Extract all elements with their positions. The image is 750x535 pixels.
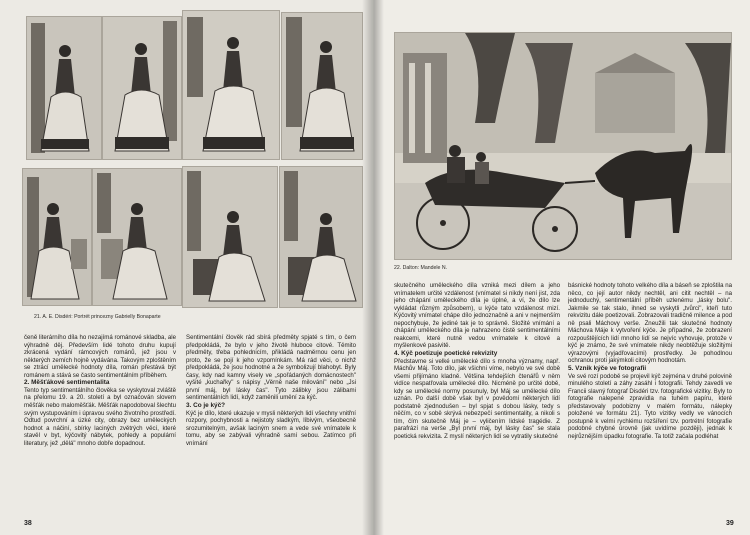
paragraph: Představme si velké umělecké dílo s mnoha významy, např. Máchův Máj. Toto dílo, jak všichni víme, nebylo ve své době všemi přijímáno kladně. Většina tehdejších čtenářů v něm vidíce nespatřovala umělecké dílo. Nicméně po určité době, kdy se umělecké normy posunuly, byl Máj se umělecké dílo uznán. Po další době však byl v povědomí některých lidí podstatně zjednodušen – byl spjat s dobou lásky, tedy s něčím, co v sobě skrývá nebezpečí sentimentality, a nikoli s tím, čím skutečně Máj je – vyličením lidské tragédie. Z parafrází na verše „Byl první máj, byl lásky čas" se stala poetická rekvizita. Z myslí některých lidí se vytratily skutečné (394, 357, 560, 440)
section-heading: 3. Co je kýč? (186, 401, 226, 409)
figure-caption-21: 21. A. E. Disdéri: Portrét princezny Gabrielly Bonaparte (34, 314, 161, 320)
right-page-column-2 (568, 282, 732, 522)
left-page-column-2 (186, 334, 356, 524)
left-page (0, 0, 372, 535)
photo-disderi-bottom-3 (182, 166, 278, 308)
portrait-figure-icon (27, 17, 101, 159)
paragraph: Kýč je dílo, které ukazuje v mysli některých lidí všechny vnitřní rozpory, pochybnosti a nejistoty sladkým, líbivým, všeobecně srozumitelným, avšak laciným snem a vede své vnímatele k tomu, aby se zabývali výhradně samí sebou. Zatímco při vnímání (186, 409, 356, 447)
photo-disderi-bottom-2 (92, 168, 182, 306)
photo-disderi-bottom-4 (279, 166, 363, 308)
paragraph: Tento typ sentimentálního člověka se vyskytoval zvláště na přelomu 19. a 20. století a byl označován slovem měšťák nebo maloměšťák. Měšťák napodoboval šlechtu svým vystupováním i úpravou svého životního prostředí. Odtud povrchní a úzké city, obrazy bez uměleckých hodnot a náčiní, sbírky laciných zvětrých věcí, které stavěl v byt, kýčovitý nábytek, pohledy a populární literatury, jež „dělá" mnoho dobře dopadnout. (24, 386, 176, 447)
paragraph: Sentimentální člověk rád sbírá předměty spjaté s tím, o čem předpokládá, že bylo v jeho životě hluboce citové. Těmito předměty, třeba pohlednicím, přikládá nadměrnou cenu jen proto, že se pojí k jeho vzpomínkám. Má rád věci, o nichž předpokládá, že jsou hodnotné a že symbolizují blahobyt. Byly časy, kdy nad kamny visely ve „spořádaných domácnostech" vyšité „kuchařky" s nápisy „Věrně naše milování" nebo „Jsi první máj, byl lásky čas". Tyto zálibky jsou zálibami sentimentálních lidí, když zaměnili umění za kýč. (186, 334, 356, 402)
section-heading: 4. Kýč poetizuje poetické rekvizity (394, 349, 498, 357)
paragraph: básnické hodnoty tohoto velkého díla a báseň se zploštila na něco, co její autor nikdy nechtěl, ani citit nechtěl – na jednoduchý, sentimentální příběh uzlenému „lásky bolu". Jakmile se tak stalo, ihned se vyskytli „tvůrci", kteří tuto rekvizitu dále poetizovali. Zobrazovali tradičně milence a pod ně psali Máchovy verše. Zneužili tak skutečné hodnoty Máchova Máje k vytvoření kýče. Je případné, že zobrazení rozpouštějících lidí mnoho lidí se nejvíc vyhovuje, protože v kýč je známo, že své vnímatele nikdy neobtěžuje složitými výrazovými (vyjadřovacími) prostředky. Je pohodlnou ochranou proti jakýmkoli citovým hodnotám. (568, 282, 732, 365)
portrait-figure-icon (93, 169, 181, 305)
photo-dalton-carriage (394, 32, 732, 260)
page-number: 39 (726, 520, 734, 527)
portrait-figure-icon (282, 13, 362, 159)
photo-disderi-top-1 (26, 16, 102, 160)
paragraph: Ve své rozí podobě se projevil kýč zejména v druhé polovině minulého století a záhy zasáhl i fotografii. Tehdy zavedli ve Francii slavný fotograf Disdéri tzv. fotografické vizitky. Byly to fotografie nalepené zpravidla na tuhém papíru, které představovaly podobizny v malém formátu, nálepky položené ve formátu 21). Tyto vizitky vedly ve vánocích postupně k velmi rychlému rozšíření tzv. portrétní fotografie podobné chybné úrovně (jak uvidíme později), jednak k nejrůznějším úpadku fotografie. Ta totiž začala podléhat (568, 372, 732, 440)
section-heading: 5. Vznik kýče ve fotografii (568, 365, 647, 373)
figure-caption-22: 22. Dalton: Mandele N. (394, 265, 448, 271)
portrait-figure-icon (280, 167, 362, 307)
right-page-column-1 (394, 282, 560, 526)
section-heading: 2. Měšťákové sentimentalita (24, 379, 110, 387)
paragraph: čeně literárního díla ho nezajímá románové skladba, ale výhradně děj. Především lidé tohoto druhu kupují zkrácená vydání rámcových románů, jež jsou v některých zemích hojně vydávána. Takovým zploštěním se ztrácí umělecké hodnoty díla, román přestává být románem a stává se často sentimentálním příběhem. (24, 334, 176, 379)
paragraph: skutečného uměleckého díla vzniká mezi dílem a jeho vnímatelem určité vzdálenost (vnímatel si nikdy není jist, zda jeho chápání uměleckého díla je úplné, a ví, že dílo lze vykládat různým způsobem), u kýče tato vzdálenost mizí. Kýčovitý vnímatel chápe dílo jednoznačně a ani v nejmenším nepochybuje, že jediné tak je to správně. Složité vnímání a chápání uměleckého díla je nahrazeno čistě sentimentálními reakcemi, které nutně vedou vnímatele k citové a myšlenkové pasivitě. (394, 282, 560, 350)
portrait-figure-icon (183, 11, 279, 159)
photo-disderi-top-3 (182, 10, 280, 160)
photo-disderi-top-2 (102, 16, 182, 160)
right-page (372, 0, 750, 535)
left-page-column-1 (24, 334, 176, 524)
portrait-figure-icon (183, 167, 277, 307)
page-number: 38 (24, 520, 32, 527)
photo-disderi-top-4 (281, 12, 363, 160)
portrait-figure-icon (23, 169, 91, 305)
carriage-scene-icon (395, 33, 731, 259)
portrait-figure-icon (103, 17, 181, 159)
photo-disderi-bottom-1 (22, 168, 92, 306)
